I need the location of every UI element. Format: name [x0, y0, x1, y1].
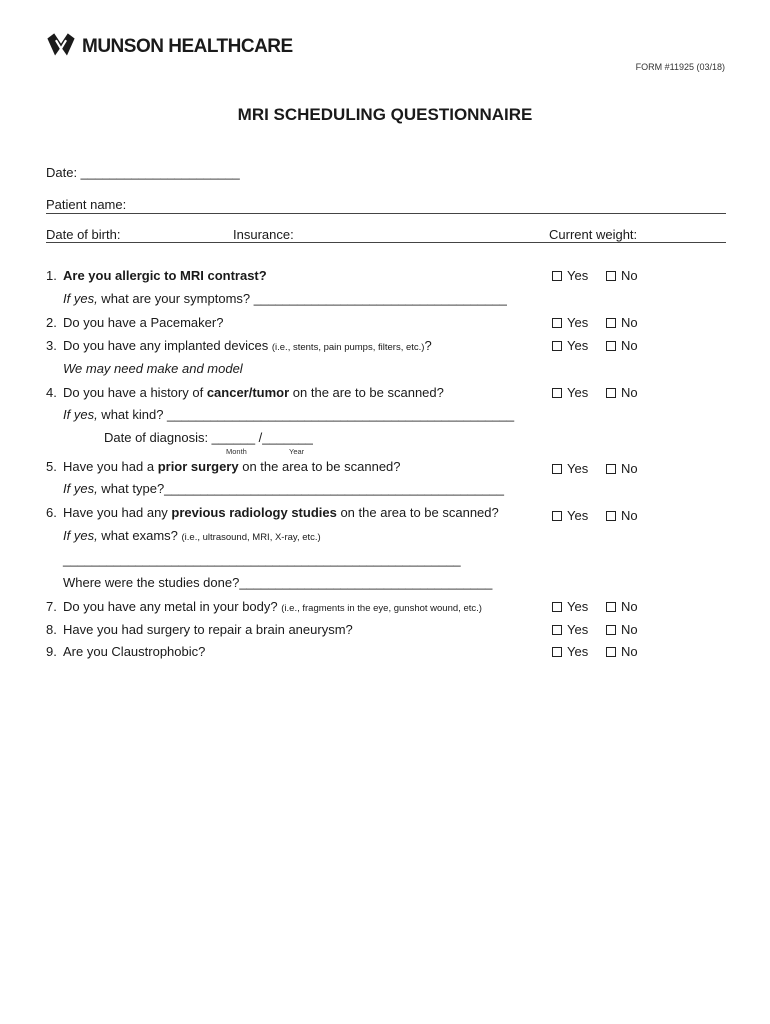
q8-yes-checkbox[interactable]: Yes: [552, 622, 588, 638]
dob-insurance-weight-line[interactable]: [46, 242, 726, 243]
q3-number: 3.: [46, 338, 57, 353]
q6-followup[interactable]: If yes, what exams? (i.e., ultrasound, MRI, X-ray, etc.): [63, 528, 321, 543]
q6-where[interactable]: Where were the studies done?___________________________________: [63, 575, 493, 590]
munson-logo-icon: [44, 30, 78, 64]
page-title: MRI SCHEDULING QUESTIONNAIRE: [237, 105, 533, 124]
q6-blank-line[interactable]: _______________________________________________________: [63, 552, 461, 567]
munson-logo: [44, 30, 293, 64]
checkbox-icon: [552, 625, 562, 635]
q6-text: Have you had any previous radiology studies on the area to be scanned?: [63, 505, 499, 520]
q7-text: Do you have any metal in your body? (i.e., fragments in the eye, gunshot wound, etc.): [63, 599, 482, 614]
q1-no-checkbox[interactable]: No: [606, 268, 638, 284]
q2-text: Do you have a Pacemaker?: [63, 315, 224, 330]
logo-text: MUNSON HEALTHCARE: [82, 36, 293, 57]
q3-text: Do you have any implanted devices (i.e., stents, pain pumps, filters, etc.)?: [63, 338, 432, 353]
checkbox-icon: [552, 388, 562, 398]
q1-followup[interactable]: If yes, what are your symptoms? ___________________________________: [63, 291, 507, 306]
q2-no-checkbox[interactable]: No: [606, 315, 638, 331]
q2-yes-checkbox[interactable]: Yes: [552, 315, 588, 331]
q1-number: 1.: [46, 268, 57, 283]
dob-label: Date of birth:: [46, 227, 121, 242]
checkbox-icon: [606, 602, 616, 612]
month-label: Month: [226, 447, 247, 456]
q4-text: Do you have a history of cancer/tumor on the are to be scanned?: [63, 385, 444, 400]
checkbox-icon: [606, 647, 616, 657]
checkbox-icon: [606, 271, 616, 281]
form-number: FORM #11925 (03/18): [635, 62, 725, 72]
q7-no-checkbox[interactable]: No: [606, 599, 638, 615]
q5-text: Have you had a prior surgery on the area to be scanned?: [63, 459, 401, 474]
q5-number: 5.: [46, 459, 57, 474]
q3-no-checkbox[interactable]: No: [606, 338, 638, 354]
q6-number: 6.: [46, 505, 57, 520]
year-label: Year: [289, 447, 305, 456]
q2-number: 2.: [46, 315, 57, 330]
q1-text: Are you allergic to MRI contrast?: [63, 268, 267, 283]
checkbox-icon: [606, 318, 616, 328]
q6-yes-checkbox[interactable]: Yes: [552, 508, 588, 524]
weight-label: Current weight:: [549, 227, 638, 242]
q7-number: 7.: [46, 599, 57, 614]
q8-text: Have you had surgery to repair a brain aneurysm?: [63, 622, 353, 637]
q8-number: 8.: [46, 622, 57, 637]
patient-name-label: Patient name:: [46, 197, 127, 212]
q4-diagnosis-date[interactable]: Date of diagnosis: ______ /_______: [104, 430, 313, 445]
q4-number: 4.: [46, 385, 57, 400]
q9-text: Are you Claustrophobic?: [63, 644, 206, 659]
q6-no-checkbox[interactable]: No: [606, 508, 638, 524]
q9-no-checkbox[interactable]: No: [606, 644, 638, 660]
q3-note: We may need make and model: [63, 361, 243, 376]
q5-no-checkbox[interactable]: No: [606, 461, 638, 477]
q3-yes-checkbox[interactable]: Yes: [552, 338, 588, 354]
q7-yes-checkbox[interactable]: Yes: [552, 599, 588, 615]
patient-name-line[interactable]: [46, 213, 726, 214]
q9-number: 9.: [46, 644, 57, 659]
checkbox-icon: [552, 647, 562, 657]
q9-yes-checkbox[interactable]: Yes: [552, 644, 588, 660]
checkbox-icon: [552, 464, 562, 474]
checkbox-icon: [552, 602, 562, 612]
checkbox-icon: [606, 625, 616, 635]
checkbox-icon: [552, 341, 562, 351]
q4-followup[interactable]: If yes, what kind? ________________________________________________: [63, 407, 515, 422]
q5-followup[interactable]: If yes, what type?_______________________________________________: [63, 481, 504, 496]
q8-no-checkbox[interactable]: No: [606, 622, 638, 638]
q4-no-checkbox[interactable]: No: [606, 385, 638, 401]
q5-yes-checkbox[interactable]: Yes: [552, 461, 588, 477]
checkbox-icon: [552, 271, 562, 281]
checkbox-icon: [606, 341, 616, 351]
checkbox-icon: [552, 511, 562, 521]
insurance-label: Insurance:: [233, 227, 294, 242]
checkbox-icon: [606, 388, 616, 398]
date-field[interactable]: Date: ______________________: [46, 165, 240, 180]
checkbox-icon: [552, 318, 562, 328]
checkbox-icon: [606, 464, 616, 474]
q1-yes-checkbox[interactable]: Yes: [552, 268, 588, 284]
checkbox-icon: [606, 511, 616, 521]
q4-yes-checkbox[interactable]: Yes: [552, 385, 588, 401]
